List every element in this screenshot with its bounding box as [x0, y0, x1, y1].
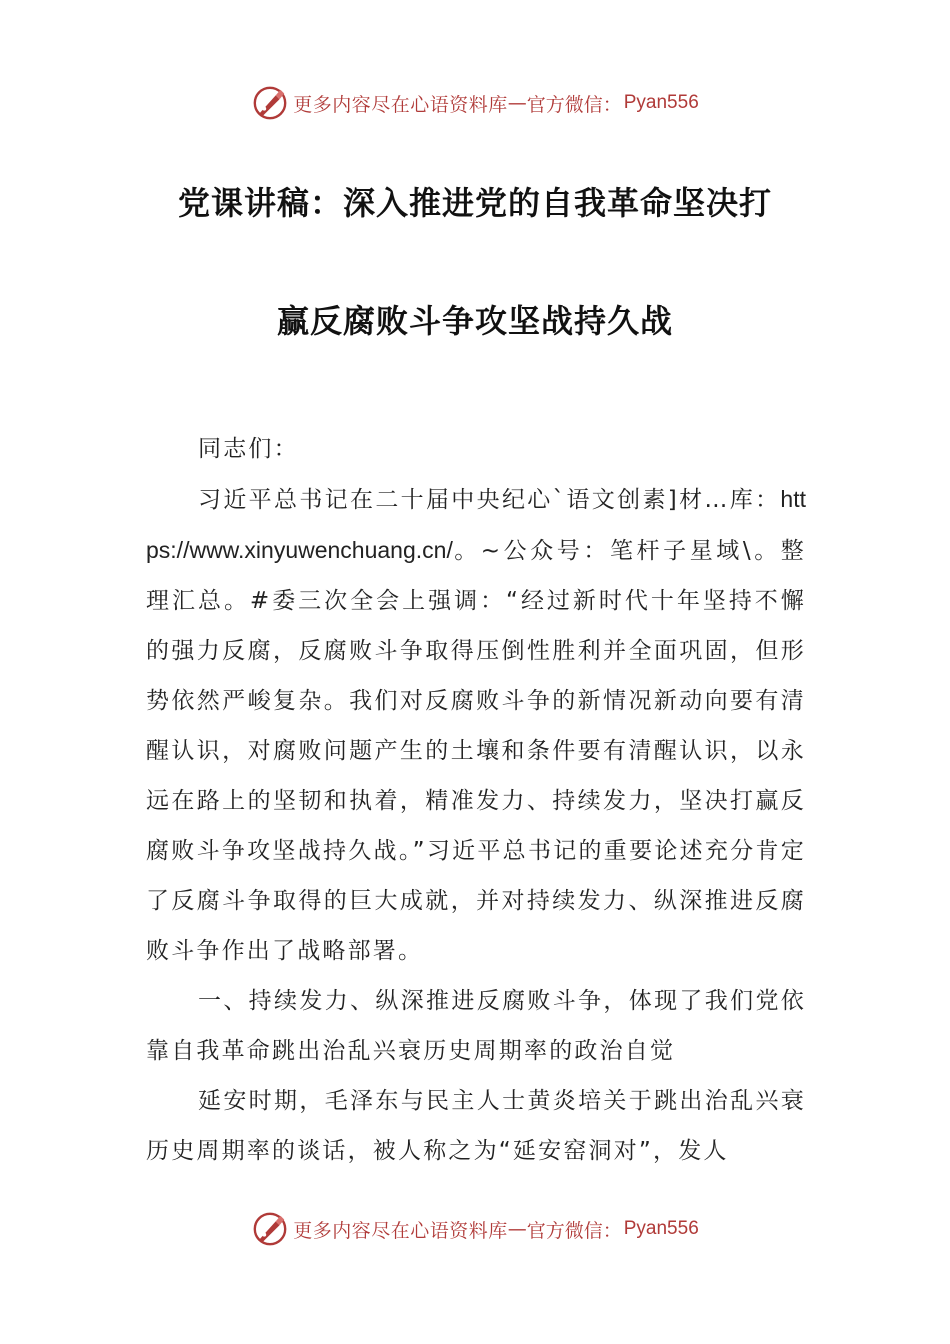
paragraph-salutation: 同志们：	[198, 436, 299, 462]
watermark-contact-label: 官方微信：	[526, 1219, 622, 1242]
document-body	[146, 424, 806, 1176]
footer-watermark	[0, 1209, 950, 1249]
paragraph-1-body: 。~公众号：笔杆子星域\。整理汇总。#委三次全会上强调：“经过新时代十年坚持不懈的强力反腐，反腐败斗争取得压倒性胜利并全面巩固，但形势依然严峻复杂。我们对反腐败斗争的新情况新动向要有清醒认识，对腐败问题产生的土壤和条件要有清醒认识，以永远在路上的坚韧和执着，精准发力、持续发力，坚决打赢反腐败斗争攻坚战持久战。”习近平总书记的重要论述充分肯定了反腐斗争取得的巨大成就，并对持续发力、纵深推进反腐败斗争作出了战略部署。	[146, 538, 806, 964]
watermark-dash: —	[507, 92, 527, 114]
watermark-dash: —	[507, 1218, 527, 1240]
pen-nib-circle-icon	[251, 1210, 289, 1248]
watermark-contact-id: Pyan556	[623, 1218, 699, 1239]
paragraph-1-intro: 习近平总书记在二十届中央纪心`语文创素]材…库：	[198, 487, 781, 513]
document-title-line-2: 赢反腐败斗争攻坚战持久战	[276, 302, 673, 340]
document-title-line-1: 党课讲稿：深入推进党的自我革命坚决打	[177, 184, 772, 222]
website-link[interactable]: https://www.xinyuwenchuang.cn/	[146, 486, 806, 563]
header-watermark	[0, 83, 950, 123]
paragraph-2: 延安时期，毛泽东与民主人士黄炎培关于跳出治乱兴衰历史周期率的谈话，被人称之为“延安窑洞对”，发人	[146, 1088, 806, 1164]
paragraph-1	[146, 474, 806, 976]
watermark-contact-id: Pyan556	[623, 92, 699, 113]
watermark-contact-label: 官方微信：	[526, 93, 622, 116]
watermark-site-text: 更多内容尽在心语资料库	[293, 93, 508, 116]
watermark-site-text: 更多内容尽在心语资料库	[293, 1219, 508, 1242]
section-heading-1: 一、持续发力、纵深推进反腐败斗争，体现了我们党依靠自我革命跳出治乱兴衰历史周期率的政治自觉	[146, 988, 806, 1064]
pen-nib-circle-icon	[251, 84, 289, 122]
